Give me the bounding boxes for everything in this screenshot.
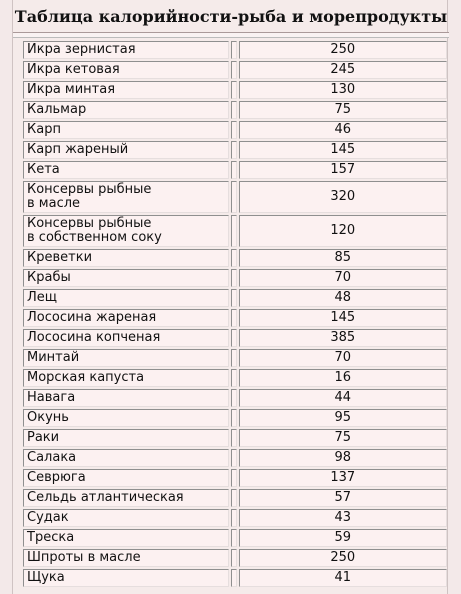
- table-row: [23, 369, 447, 387]
- column-separator-cell: [231, 409, 236, 427]
- calorie-value-cell: 245: [239, 61, 447, 79]
- calorie-value-cell: 44: [239, 389, 447, 407]
- column-separator-cell: [231, 61, 236, 79]
- table-row: [23, 81, 447, 99]
- table-row: [23, 469, 447, 487]
- product-name-cell: Креветки: [23, 249, 229, 267]
- calorie-table: [21, 39, 449, 589]
- table-row: [23, 389, 447, 407]
- calorie-value-cell: 75: [239, 429, 447, 447]
- product-name-cell: Судак: [23, 509, 229, 527]
- table-row: [23, 329, 447, 347]
- calorie-value-cell: 250: [239, 549, 447, 567]
- product-name-cell: Шпроты в масле: [23, 549, 229, 567]
- calorie-value-cell: 250: [239, 41, 447, 59]
- calorie-value-cell: 145: [239, 309, 447, 327]
- calorie-value-cell: 95: [239, 409, 447, 427]
- table-row: [23, 141, 447, 159]
- column-separator-cell: [231, 101, 236, 119]
- product-name-cell: Кальмар: [23, 101, 229, 119]
- page-frame: [12, 0, 448, 594]
- calorie-value-cell: 320: [239, 181, 447, 213]
- calorie-value-cell: 43: [239, 509, 447, 527]
- product-name-line1: Консервы рыбные: [27, 216, 152, 231]
- calorie-value-cell: 57: [239, 489, 447, 507]
- table-row: [23, 549, 447, 567]
- table-row: [23, 489, 447, 507]
- product-name-cell: Икра минтая: [23, 81, 229, 99]
- product-name-cell: Икра зернистая: [23, 41, 229, 59]
- calorie-value-cell: 85: [239, 249, 447, 267]
- calorie-value-cell: 46: [239, 121, 447, 139]
- column-separator-cell: [231, 369, 236, 387]
- product-name-cell: Карп: [23, 121, 229, 139]
- column-separator-cell: [231, 529, 236, 547]
- page-title: Таблица калорийности-рыба и морепродукты: [14, 7, 448, 26]
- calorie-value-cell: 157: [239, 161, 447, 179]
- table-row: [23, 181, 447, 213]
- column-separator-cell: [231, 569, 236, 587]
- table-row: [23, 101, 447, 119]
- table-row: [23, 215, 447, 247]
- column-separator-cell: [231, 509, 236, 527]
- product-name-cell: Навага: [23, 389, 229, 407]
- product-name-cell: Крабы: [23, 269, 229, 287]
- calorie-value-cell: 385: [239, 329, 447, 347]
- column-separator-cell: [231, 449, 236, 467]
- product-name-cell: Лососина копченая: [23, 329, 229, 347]
- column-separator-cell: [231, 349, 236, 367]
- product-name-cell: Лещ: [23, 289, 229, 307]
- calorie-value-cell: 16: [239, 369, 447, 387]
- table-row: [23, 509, 447, 527]
- product-name-cell: Окунь: [23, 409, 229, 427]
- table-row: [23, 41, 447, 59]
- calorie-value-cell: 98: [239, 449, 447, 467]
- product-name-cell: Треска: [23, 529, 229, 547]
- column-separator-cell: [231, 161, 236, 179]
- table-row: [23, 529, 447, 547]
- calorie-value-cell: 145: [239, 141, 447, 159]
- product-name-cell: Икра кетовая: [23, 61, 229, 79]
- product-name-line2: в собственном соку: [27, 230, 162, 245]
- column-separator-cell: [231, 215, 236, 247]
- column-separator-cell: [231, 81, 236, 99]
- product-name-cell: Салака: [23, 449, 229, 467]
- calorie-value-cell: 75: [239, 101, 447, 119]
- column-separator-cell: [231, 269, 236, 287]
- table-row: [23, 409, 447, 427]
- column-separator-cell: [231, 121, 236, 139]
- table-row: [23, 289, 447, 307]
- column-separator-cell: [231, 389, 236, 407]
- product-name-cell: Кета: [23, 161, 229, 179]
- table-row: [23, 269, 447, 287]
- product-name-line2: в масле: [27, 196, 81, 211]
- column-separator-cell: [231, 41, 236, 59]
- column-separator-cell: [231, 429, 236, 447]
- table-row: [23, 161, 447, 179]
- calorie-value-cell: 59: [239, 529, 447, 547]
- calorie-value-cell: 137: [239, 469, 447, 487]
- table-row: [23, 349, 447, 367]
- column-separator-cell: [231, 141, 236, 159]
- table-row: [23, 249, 447, 267]
- product-name-cell: Севрюга: [23, 469, 229, 487]
- product-name-cell: Сельдь атлантическая: [23, 489, 229, 507]
- column-separator-cell: [231, 329, 236, 347]
- calorie-value-cell: 41: [239, 569, 447, 587]
- calorie-value-cell: 130: [239, 81, 447, 99]
- calorie-value-cell: 70: [239, 269, 447, 287]
- column-separator-cell: [231, 549, 236, 567]
- column-separator-cell: [231, 309, 236, 327]
- product-name-cell: Морская капуста: [23, 369, 229, 387]
- column-separator-cell: [231, 469, 236, 487]
- product-name-line1: Консервы рыбные: [27, 182, 152, 197]
- calorie-table-body: [23, 41, 447, 587]
- product-name-cell: Лососина жареная: [23, 309, 229, 327]
- column-separator-cell: [231, 289, 236, 307]
- calorie-value-cell: 120: [239, 215, 447, 247]
- calorie-value-cell: 48: [239, 289, 447, 307]
- table-row: [23, 121, 447, 139]
- table-row: [23, 309, 447, 327]
- header-divider: [13, 32, 449, 38]
- table-row: [23, 449, 447, 467]
- table-row: [23, 429, 447, 447]
- product-name-cell: Карп жареный: [23, 141, 229, 159]
- column-separator-cell: [231, 181, 236, 213]
- product-name-cell: [23, 181, 229, 213]
- table-row: [23, 569, 447, 587]
- calorie-value-cell: 70: [239, 349, 447, 367]
- table-row: [23, 61, 447, 79]
- column-separator-cell: [231, 489, 236, 507]
- column-separator-cell: [231, 249, 236, 267]
- product-name-cell: Щука: [23, 569, 229, 587]
- product-name-cell: Раки: [23, 429, 229, 447]
- product-name-cell: Минтай: [23, 349, 229, 367]
- product-name-cell: [23, 215, 229, 247]
